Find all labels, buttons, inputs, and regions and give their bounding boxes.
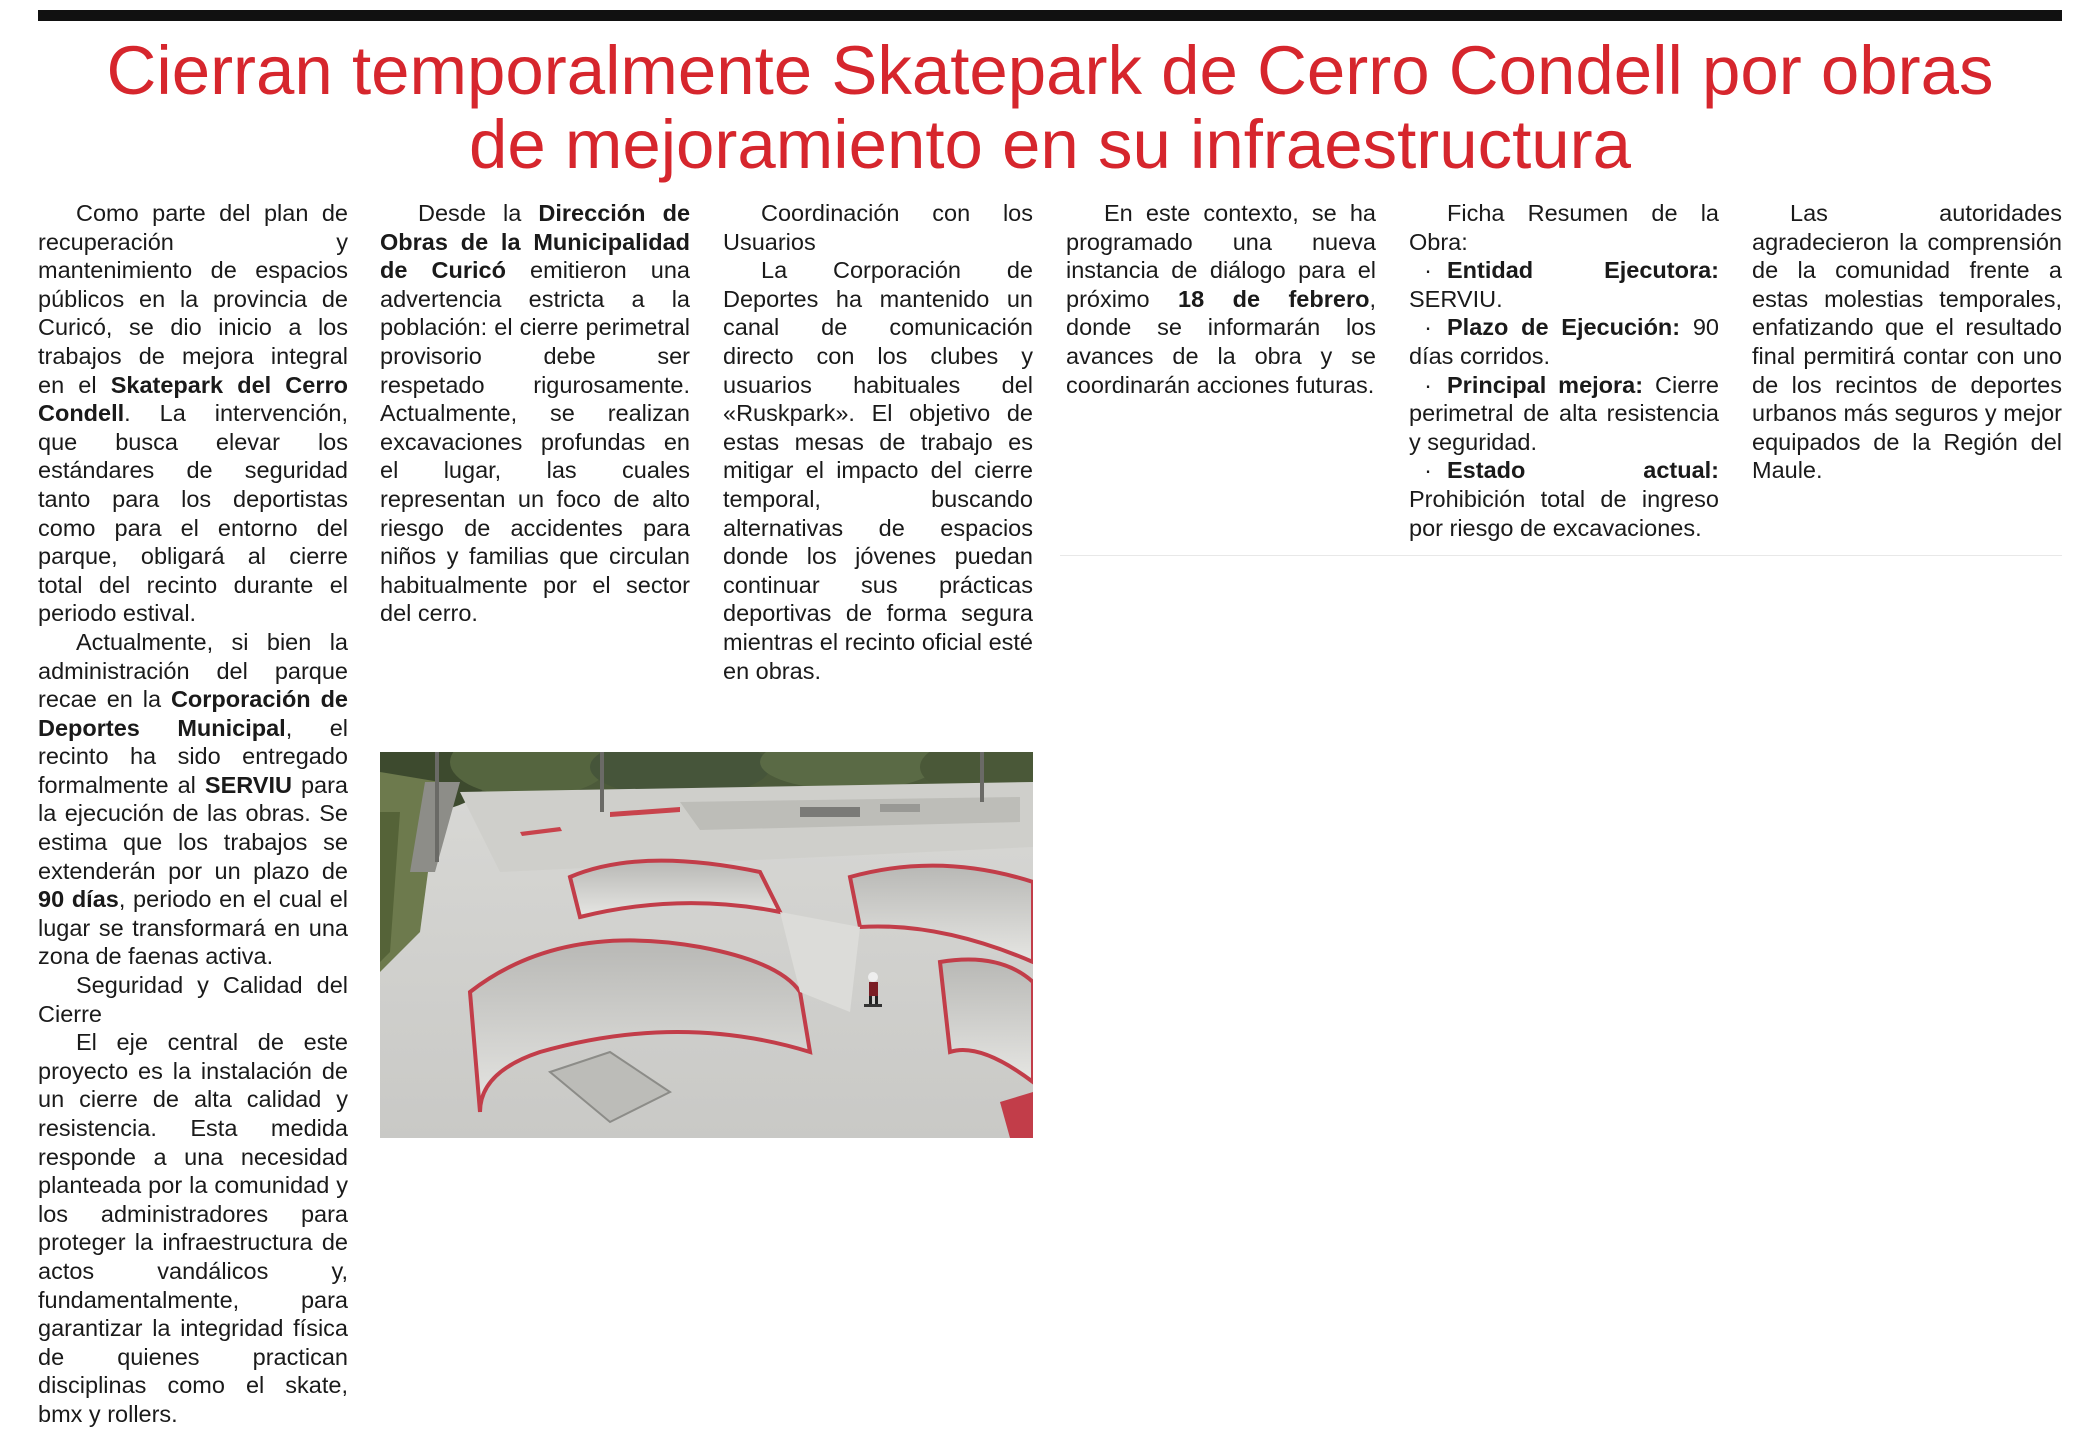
skatepark-photo bbox=[380, 752, 1033, 1138]
headline-line-1: Cierran temporalmente Skatepark de Cerro Condell por obras bbox=[106, 32, 1994, 109]
subheading-summary: Ficha Resumen de la Obra: bbox=[1409, 200, 1719, 255]
headline-line-2: de mejoramiento en su infraestructura bbox=[468, 106, 1632, 183]
skatepark-photo-illustration bbox=[380, 752, 1033, 1138]
summary-item-status: · Estado actual: Prohibición total de ingreso por riesgo de excavaciones. bbox=[1409, 457, 1719, 541]
column-2-flow bbox=[380, 199, 690, 628]
subheading-coordination: Coordinación con los Usuarios bbox=[723, 200, 1033, 255]
paragraph-2: Actualmente, si bien la administración del parque recae en la Corporación de Deportes Municipal, el recinto ha sido entregado formalmente al SERVIU para la ejecución de las obras. Se estima que los trabajos se extenderán por un plazo de 90 días, periodo en el cual el lugar se transformará en una zona de faenas activa. bbox=[38, 628, 348, 970]
paragraph-4: Desde la Dirección de Obras de la Municipalidad de Curicó emitieron una advertencia estricta a la población: el cierre perimetral provisorio debe ser respetado rigurosamente. Actualmente, se realizan excavaciones profundas en el lugar, las cuales representan un foco de alto riesgo de accidentes para niños y familias que circulan habitualmente por el sector del cerro. bbox=[380, 200, 691, 627]
column-1 bbox=[38, 199, 348, 1429]
subheading-security: Seguridad y Calidad del Cierre bbox=[38, 972, 348, 1027]
paragraph-6: En este contexto, se ha programado una nueva instancia de diálogo para el próximo 18 de febrero, donde se informarán los avances de la obra y se coordinarán acciones futuras. bbox=[1066, 200, 1376, 398]
divider bbox=[1060, 555, 2062, 556]
paragraph-3: El eje central de este proyecto es la instalación de un cierre de alta calidad y resistencia. Esta medida responde a una necesidad planteada por la comunidad y los administradores para proteger la infraestructura de actos vandálicos y, fundamentalmente, para garantizar la integridad física de quienes practican disciplinas como el skate, bmx y rollers. bbox=[38, 1029, 348, 1427]
summary-item-entity: · Entidad Ejecutora: SERVIU. bbox=[1409, 257, 1719, 312]
paragraph-5: La Corporación de Deportes ha mantenido un canal de comunicación directo con los clubes y usuarios habituales del «Ruskpark». El objetivo de estas mesas de trabajo es mitigar el impacto del cierre temporal, buscando alternativas de espacios donde los jóvenes puedan continuar sus prácticas deportivas de forma segura mientras el recinto oficial esté en obras. bbox=[723, 257, 1033, 684]
column-3 bbox=[723, 199, 1033, 685]
headline bbox=[38, 34, 2062, 182]
column-5 bbox=[1409, 199, 1719, 542]
paragraph-1: Como parte del plan de recuperación y mantenimiento de espacios públicos en la provincia de Curicó, se dio inicio a los trabajos de mejora integral en el Skatepark del Cerro Condell. La intervención, que busca elevar los estándares de seguridad tanto para los deportistas como para el entorno del parque, obligará al cierre total del recinto durante el periodo estival. bbox=[38, 200, 348, 627]
column-4 bbox=[1066, 199, 1376, 399]
column-6 bbox=[1752, 199, 2062, 485]
paragraph-7: Las autoridades agradecieron la comprensión de la comunidad frente a estas molestias temporales, enfatizando que el resultado final permitirá contar con uno de los recintos de deportes urbanos más seguros y mejor equipados de la Región del Maule. bbox=[1752, 200, 2062, 484]
top-rule bbox=[38, 10, 2062, 21]
summary-item-improvement: · Principal mejora: Cierre perimetral de alta resistencia y seguridad. bbox=[1409, 371, 1719, 455]
summary-item-deadline: · Plazo de Ejecución: 90 días corridos. bbox=[1409, 314, 1719, 369]
